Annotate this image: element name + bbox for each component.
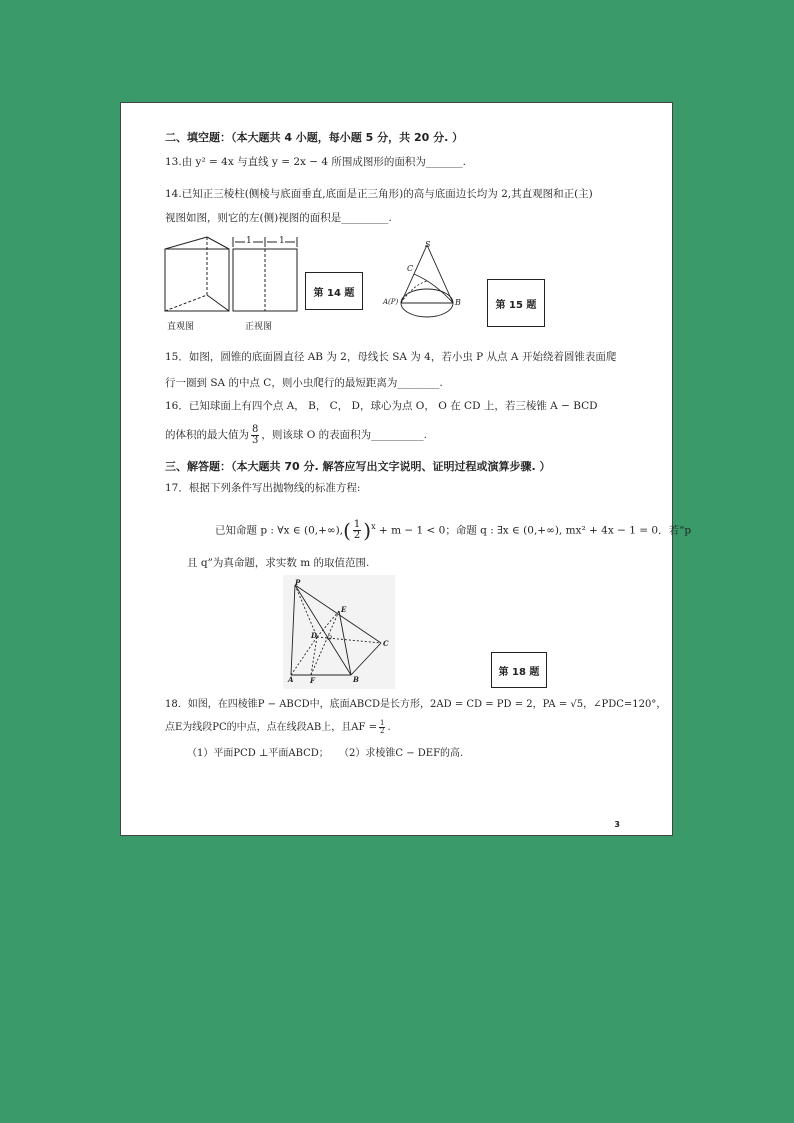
pyramid-figure	[283, 575, 395, 689]
page-number: 3	[614, 820, 620, 829]
question-14-line1: 14.已知正三棱柱(侧棱与底面垂直,底面是正三角形)的高与底面边长均为 2,其直观图和正(主)	[165, 188, 593, 200]
figure-18-label: 第 18 题	[491, 652, 547, 688]
question-16-line2-post: ，则该球 O 的表面积为__________.	[261, 429, 427, 441]
figure-15-label: 第 15 题	[487, 279, 545, 327]
question-18-part1: （1）平面PCD ⊥平面ABCD；	[187, 748, 329, 759]
question-17-cond-post: + m − 1 < 0；命题 q : ∃x ∈ (0,+∞), mx² + 4x − 1 = 0．若“p	[375, 524, 692, 537]
exponent-x: x	[371, 522, 376, 531]
fraction-numerator: 1	[353, 519, 361, 530]
pyramid-label-c: C	[383, 639, 389, 648]
cone-figure	[383, 241, 473, 323]
cone-label-b: B	[455, 298, 461, 307]
dimension-label-1: 1	[246, 236, 252, 246]
question-17-line3: 且 q”为真命题，求实数 m 的取值范围.	[187, 557, 370, 569]
pyramid-label-d: D	[311, 631, 318, 640]
section-2-heading: 二、填空题：（本大题共 4 小题，每小题 5 分，共 20 分. ）	[165, 131, 464, 144]
question-15-line1: 15．如图，圆锥的底面圆直径 AB 为 2，母线长 SA 为 4，若小虫 P 从点 A 开始绕着圆锥表面爬	[165, 351, 617, 363]
fraction-1-2	[353, 520, 361, 541]
caption-front-view: 正视图	[245, 322, 273, 332]
cone-label-s: S	[425, 240, 431, 249]
fraction-8-3	[251, 425, 259, 446]
question-18-line2-pre: 点E为线段PC的中点，点在线段AB上，且AF =	[165, 722, 377, 733]
fraction-denominator: 2	[353, 530, 361, 541]
question-18-line2-post: .	[387, 722, 391, 733]
fraction-numerator: 8	[252, 423, 259, 435]
question-14-line2: 视图如图，则它的左(侧)视图的面积是_________.	[165, 212, 392, 224]
caption-direct-view: 直观图	[167, 322, 195, 332]
exam-page	[120, 102, 692, 836]
question-17-cond-pre: 已知命题 p : ∀x ∈ (0,+∞),	[215, 524, 344, 537]
dimension-label-2: 1	[279, 236, 285, 246]
pyramid-label-o: O	[327, 635, 332, 642]
question-18-line2	[165, 717, 391, 739]
question-13: 13.由 y² = 4x 与直线 y = 2x − 4 所围成图形的面积为_______.	[165, 156, 467, 168]
question-17-line1: 17．根据下列条件写出抛物线的标准方程:	[165, 482, 361, 494]
question-18-part2: （2）求棱锥C − DEF的高.	[339, 748, 464, 759]
right-paren: )	[363, 518, 372, 543]
pyramid-label-e: E	[341, 605, 347, 614]
prism-front-view	[233, 237, 297, 311]
prism-direct-view	[165, 237, 229, 311]
section-3-heading: 三、解答题：（本大题共 70 分. 解答应写出文字说明、证明过程或演算步骤. ）	[165, 460, 551, 473]
fraction-numerator: 1	[379, 719, 385, 727]
question-18-line1: 18．如图，在四棱锥P − ABCD中，底面ABCD是长方形，2AD = CD = PD = 2，PA = √5，∠PDC=120°，	[165, 699, 667, 710]
question-17-condition	[215, 513, 691, 545]
pyramid-label-a: A	[288, 675, 294, 684]
fraction-denominator: 3	[252, 434, 259, 446]
prism-figures	[161, 233, 311, 318]
cone-label-c: C	[407, 264, 414, 273]
question-16-line1: 16．已知球面上有四个点 A， B， C， D，球心为点 O， O 在 CD 上，若三棱锥 A − BCD	[165, 400, 598, 412]
left-paren: (	[343, 518, 351, 543]
question-16-line2-pre: 的体积的最大值为	[165, 429, 249, 441]
fraction-denominator: 2	[379, 727, 385, 735]
fraction-1-2-af	[379, 720, 385, 735]
pyramid-label-f: F	[310, 676, 315, 685]
pyramid-label-b: B	[353, 675, 359, 684]
cone-label-a: A(P)	[383, 298, 399, 306]
figure-14-label: 第 14 题	[305, 272, 363, 310]
question-15-line2: 行一圈到 SA 的中点 C，则小虫爬行的最短距离为________.	[165, 377, 443, 389]
question-16-line2	[165, 421, 427, 449]
pyramid-label-p: P	[295, 578, 301, 587]
